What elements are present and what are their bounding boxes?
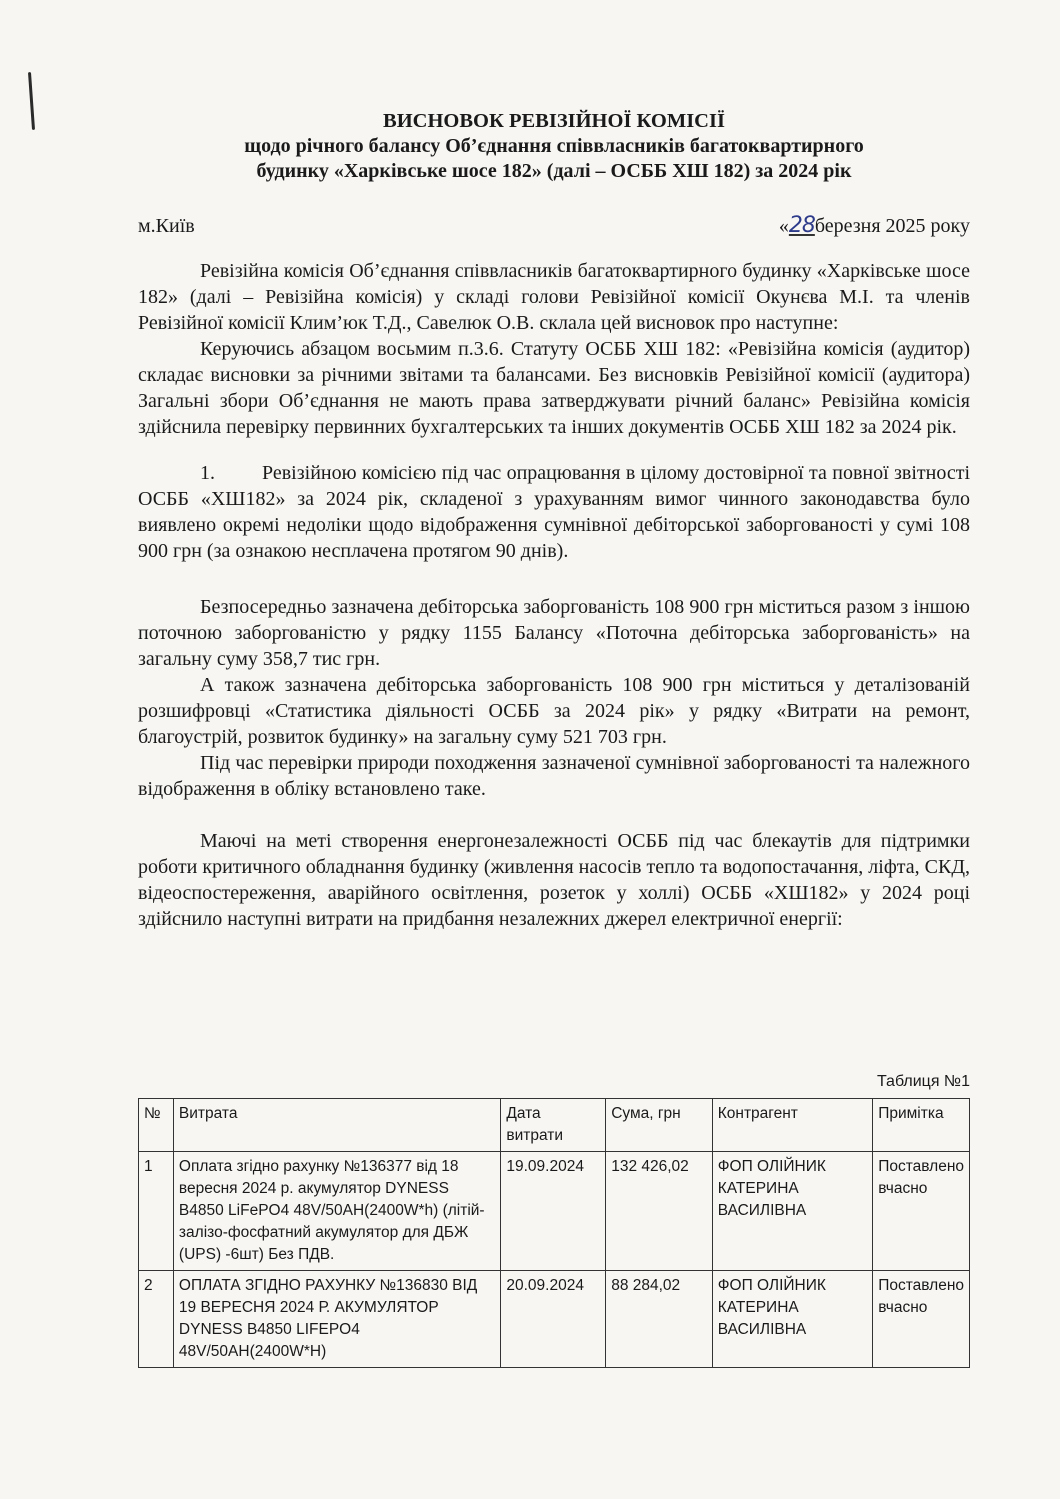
paragraph-balance-row: Безпосередньо зазначена дебіторська заборгованість 108 900 грн міститься разом з іншою поточною заборгованістю у рядку 1155 Балансу «Поточна дебіторська заборгованість» на загальну суму 358,7 тис грн.: [138, 596, 970, 670]
paragraph-intro: Ревізійна комісія Об’єднання співвласників багатоквартирного будинку «Харківське шосе 182» (далі – Ревізійна комісія) у складі голови Ревізійної комісії Окунєва М.І. та членів Ревізійної комісії Клим’юк Т.Д., Савелюк О.В. склала цей висновок про наступне:: [138, 260, 970, 334]
paragraph-finding-1: [138, 460, 970, 564]
expenses-table: [138, 1098, 970, 1368]
table-row: [139, 1152, 970, 1271]
cell-expense: Оплата згідно рахунку №136377 від 18 вересня 2024 р. акумулятор DYNESS B4850 LiFePO4 48V/50AH(2400W*h) (літій-залізо-фосфатний акумулятор для ДБЖ (UPS) -6шт) Без ПДВ.: [173, 1152, 500, 1271]
document-title: ВИСНОВОК РЕВІЗІЙНОЇ КОМІСІЇ: [383, 110, 725, 132]
cell-date: 19.09.2024: [501, 1152, 606, 1271]
table-row: [139, 1271, 970, 1368]
finding-text: Ревізійною комісією під час опрацювання в цілому достовірної та повної звітності ОСББ «ХШ182» за 2024 рік, складеної з урахуванням вимог чинного законодавства було виявлено окремі недоліки щодо відображення сумнівної дебіторської заборгованості у сумі 108 900 грн (за ознакою несплачена протягом 90 днів).: [138, 462, 970, 562]
cell-sum: 88 284,02: [606, 1271, 713, 1368]
cell-no: 2: [139, 1271, 174, 1368]
place: м.Київ: [138, 215, 195, 237]
cell-note: Поставлено вчасно: [873, 1152, 970, 1271]
col-header-date: Дата витрати: [501, 1099, 606, 1152]
cell-no: 1: [139, 1152, 174, 1271]
paragraph-verification: Під час перевірки природи походження зазначеної сумнівної заборгованості та належного відображення в обліку встановлено таке.: [138, 752, 970, 800]
document-body: [138, 258, 970, 932]
date-month-year: березня 2025 року: [814, 215, 970, 237]
paragraph-energy-independence: Маючі на меті створення енергонезалежності ОСББ під час блекаутів для підтримки роботи критичного обладнання будинку (живлення насосів тепло та водопостачання, ліфта, СКД, відеоспостереження, аварійного освітлення, розеток у холлі) ОСББ «ХШ182» у 2024 році здійснило наступні витрати на придбання незалежних джерел електричної енергії:: [138, 830, 970, 930]
cell-date: 20.09.2024: [501, 1271, 606, 1368]
document-date: [779, 212, 970, 240]
document-subtitle-line-1: щодо річного балансу Об’єднання співвласників багатоквартирного: [244, 135, 864, 157]
paragraph-statistics-row: А також зазначена дебіторська заборгованість 108 900 грн міститься у деталізованій розшифровці «Статистика діяльності ОСББ за 2024 рік» у рядку «Витрати на ремонт, благоустрій, розвиток будинку» на загальну суму 521 703 грн.: [138, 674, 970, 748]
col-header-no: №: [139, 1099, 174, 1152]
cell-expense: ОПЛАТА ЗГІДНО РАХУНКУ №136830 ВІД 19 ВЕРЕСНЯ 2024 Р. АКУМУЛЯТОР DYNESS B4850 LIFEPO4 48V/50AH(2400W*H): [173, 1271, 500, 1368]
paragraph-statute: Керуючись абзацом восьмим п.3.6. Статуту ОСББ ХШ 182: «Ревізійна комісія (аудитор) складає висновки за річними звітами та балансами. Без висновків Ревізійної комісії (аудитора) Загальні збори Об’єднання не мають права затверджувати річний баланс» Ревізійна комісія здійснила перевірку первинних бухгалтерських та інших документів ОСББ ХШ 182 за 2024 рік.: [138, 338, 970, 438]
handwritten-day: 28: [788, 213, 815, 238]
col-header-expense: Витрата: [173, 1099, 500, 1152]
document-subtitle-line-2: будинку «Харківське шосе 182» (далі – ОСББ ХШ 182) за 2024 рік: [256, 160, 852, 182]
finding-number: 1.: [200, 462, 215, 484]
col-header-sum: Сума, грн: [606, 1099, 713, 1152]
date-open-quote: «: [778, 215, 789, 237]
document-header: [138, 108, 970, 184]
place-date-line: [138, 212, 970, 240]
table-header-row: [139, 1099, 970, 1152]
cell-counterparty: ФОП ОЛІЙНИК КАТЕРИНА ВАСИЛІВНА: [712, 1271, 872, 1368]
col-header-note: Примітка: [873, 1099, 970, 1152]
col-header-counterparty: Контрагент: [712, 1099, 872, 1152]
cell-note: Поставлено вчасно: [873, 1271, 970, 1368]
cell-counterparty: ФОП ОЛІЙНИК КАТЕРИНА ВАСИЛІВНА: [712, 1152, 872, 1271]
cell-sum: 132 426,02: [606, 1152, 713, 1271]
table-caption: Таблиця №1: [876, 1073, 970, 1090]
margin-pen-mark: [28, 72, 35, 130]
